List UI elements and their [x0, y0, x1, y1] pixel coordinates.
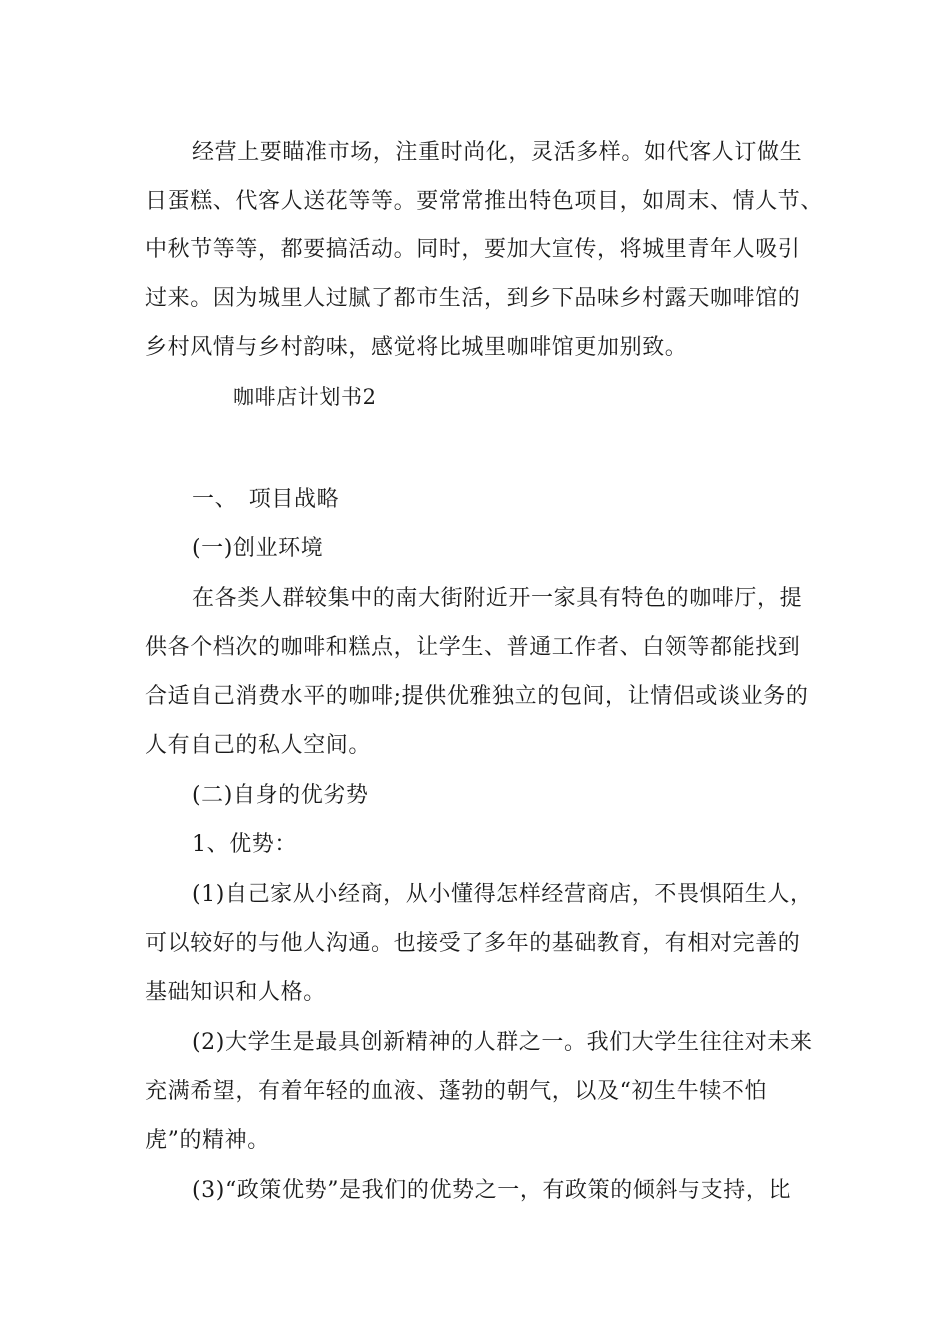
list-heading-strengths: 1、优势：	[192, 832, 297, 857]
paragraph-2-line-2: 供各个档次的咖啡和糕点，让学生、普通工作者、白领等都能找到	[145, 635, 801, 660]
item-1-line-3: 基础知识和人格。	[145, 980, 326, 1005]
item-1-line-1: (1)自己家从小经商，从小懂得怎样经营商店，不畏惧陌生人，	[192, 882, 813, 907]
item-2-line-1: (2)大学生是最具创新精神的人群之一。我们大学生往往对未来	[192, 1030, 813, 1055]
paragraph-2-line-1: 在各类人群较集中的南大街附近开一家具有特色的咖啡厅，提	[192, 586, 803, 611]
paragraph-1-line-4: 过来。因为城里人过腻了都市生活，到乡下品味乡村露天咖啡馆的	[145, 286, 801, 311]
section-title: 咖啡店计划书2	[233, 385, 377, 409]
paragraph-1-line-3: 中秋节等等，都要搞活动。同时，要加大宣传，将城里青年人吸引	[145, 237, 801, 262]
paragraph-2-line-3: 合适自己消费水平的咖啡;提供优雅独立的包间，让情侣或谈业务的	[145, 684, 809, 709]
item-1-line-2: 可以较好的与他人沟通。也接受了多年的基础教育，有相对完善的	[145, 931, 801, 956]
subheading-strengths-weaknesses: (二)自身的优劣势	[192, 783, 369, 808]
paragraph-1-line-2: 日蛋糕、代客人送花等等。要常常推出特色项目，如周末、情人节、	[145, 189, 824, 214]
heading-project-strategy: 一、 项目战略	[192, 487, 340, 512]
item-3-line-1: (3)“政策优势”是我们的优势之一，有政策的倾斜与支持，比	[192, 1178, 792, 1203]
item-2-line-3: 虎”的精神。	[145, 1128, 270, 1153]
item-2-line-2: 充满希望，有着年轻的血液、蓬勃的朝气，以及“初生牛犊不怕	[145, 1079, 768, 1104]
paragraph-1-line-5: 乡村风情与乡村韵味，感觉将比城里咖啡馆更加别致。	[145, 335, 688, 360]
subheading-business-environment: (一)创业环境	[192, 536, 324, 561]
paragraph-1-line-1: 经营上要瞄准市场，注重时尚化，灵活多样。如代客人订做生	[192, 140, 803, 165]
paragraph-2-line-4: 人有自己的私人空间。	[145, 733, 372, 758]
